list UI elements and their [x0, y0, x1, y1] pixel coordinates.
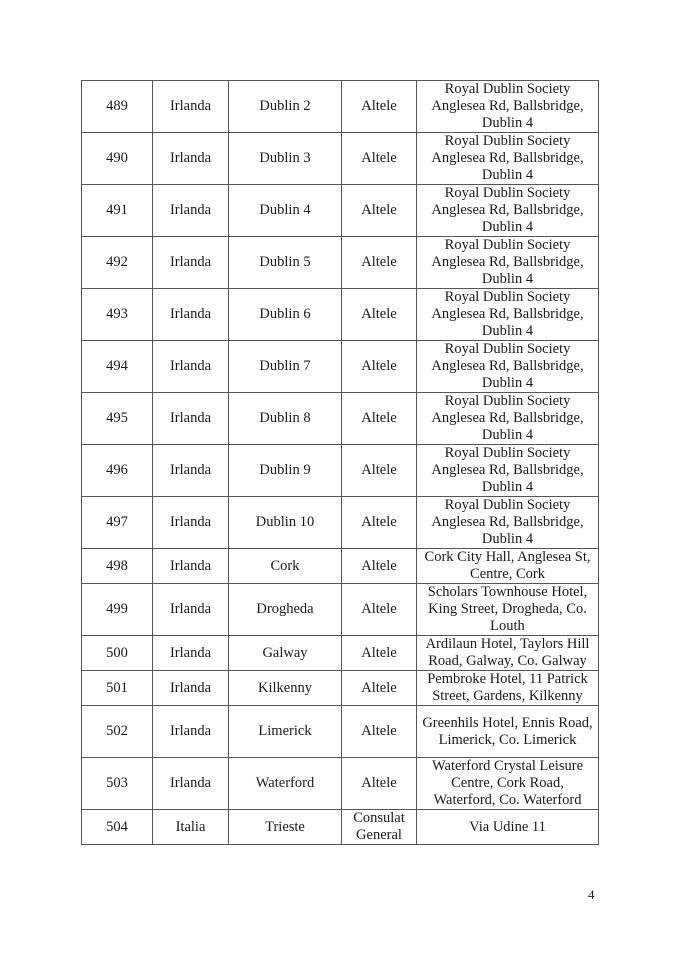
type-cell: Altele	[342, 497, 417, 549]
table-row	[82, 671, 599, 706]
row-number: 491	[82, 185, 153, 237]
city-cell: Kilkenny	[229, 671, 342, 706]
table-row	[82, 445, 599, 497]
type-cell: Altele	[342, 671, 417, 706]
address-cell: Cork City Hall, Anglesea St, Centre, Cork	[417, 549, 599, 584]
address-cell: Via Udine 11	[417, 810, 599, 845]
row-number: 493	[82, 289, 153, 341]
country-cell: Italia	[153, 810, 229, 845]
type-cell: Altele	[342, 584, 417, 636]
country-cell: Irlanda	[153, 671, 229, 706]
city-cell: Waterford	[229, 758, 342, 810]
type-cell: Altele	[342, 341, 417, 393]
type-cell: Consulat General	[342, 810, 417, 845]
city-cell: Galway	[229, 636, 342, 671]
table-row	[82, 549, 599, 584]
country-cell: Irlanda	[153, 341, 229, 393]
table-row	[82, 584, 599, 636]
city-cell: Dublin 7	[229, 341, 342, 393]
table-row	[82, 289, 599, 341]
address-cell: Pembroke Hotel, 11 Patrick Street, Gardens, Kilkenny	[417, 671, 599, 706]
table-body	[82, 81, 599, 845]
address-cell: Royal Dublin Society Anglesea Rd, Ballsbridge, Dublin 4	[417, 81, 599, 133]
row-number: 501	[82, 671, 153, 706]
country-cell: Irlanda	[153, 636, 229, 671]
address-cell: Royal Dublin Society Anglesea Rd, Ballsbridge, Dublin 4	[417, 497, 599, 549]
city-cell: Dublin 5	[229, 237, 342, 289]
table-row	[82, 810, 599, 845]
table-row	[82, 393, 599, 445]
country-cell: Irlanda	[153, 445, 229, 497]
type-cell: Altele	[342, 636, 417, 671]
country-cell: Irlanda	[153, 549, 229, 584]
address-cell: Waterford Crystal Leisure Centre, Cork Road, Waterford, Co. Waterford	[417, 758, 599, 810]
city-cell: Dublin 2	[229, 81, 342, 133]
country-cell: Irlanda	[153, 237, 229, 289]
address-cell: Scholars Townhouse Hotel, King Street, Drogheda, Co. Louth	[417, 584, 599, 636]
address-cell: Royal Dublin Society Anglesea Rd, Ballsbridge, Dublin 4	[417, 393, 599, 445]
city-cell: Dublin 4	[229, 185, 342, 237]
table-row	[82, 341, 599, 393]
page-number: 4	[588, 887, 595, 902]
row-number: 503	[82, 758, 153, 810]
type-cell: Altele	[342, 393, 417, 445]
polling-stations-table	[81, 80, 599, 845]
table-row	[82, 185, 599, 237]
country-cell: Irlanda	[153, 497, 229, 549]
country-cell: Irlanda	[153, 133, 229, 185]
country-cell: Irlanda	[153, 584, 229, 636]
country-cell: Irlanda	[153, 185, 229, 237]
address-cell: Greenhils Hotel, Ennis Road, Limerick, Co. Limerick	[417, 706, 599, 758]
type-cell: Altele	[342, 758, 417, 810]
country-cell: Irlanda	[153, 393, 229, 445]
country-cell: Irlanda	[153, 758, 229, 810]
row-number: 490	[82, 133, 153, 185]
address-cell: Royal Dublin Society Anglesea Rd, Ballsbridge, Dublin 4	[417, 445, 599, 497]
table-row	[82, 497, 599, 549]
row-number: 504	[82, 810, 153, 845]
row-number: 502	[82, 706, 153, 758]
city-cell: Dublin 3	[229, 133, 342, 185]
city-cell: Dublin 8	[229, 393, 342, 445]
table-row	[82, 237, 599, 289]
address-cell: Ardilaun Hotel, Taylors Hill Road, Galway, Co. Galway	[417, 636, 599, 671]
country-cell: Irlanda	[153, 706, 229, 758]
address-cell: Royal Dublin Society Anglesea Rd, Ballsbridge, Dublin 4	[417, 133, 599, 185]
type-cell: Altele	[342, 185, 417, 237]
row-number: 500	[82, 636, 153, 671]
city-cell: Dublin 10	[229, 497, 342, 549]
type-cell: Altele	[342, 237, 417, 289]
address-cell: Royal Dublin Society Anglesea Rd, Ballsbridge, Dublin 4	[417, 341, 599, 393]
table-row	[82, 706, 599, 758]
row-number: 497	[82, 497, 153, 549]
row-number: 498	[82, 549, 153, 584]
type-cell: Altele	[342, 706, 417, 758]
type-cell: Altele	[342, 289, 417, 341]
table-row	[82, 81, 599, 133]
table-row	[82, 636, 599, 671]
row-number: 499	[82, 584, 153, 636]
country-cell: Irlanda	[153, 289, 229, 341]
address-cell: Royal Dublin Society Anglesea Rd, Ballsbridge, Dublin 4	[417, 237, 599, 289]
type-cell: Altele	[342, 549, 417, 584]
type-cell: Altele	[342, 81, 417, 133]
row-number: 495	[82, 393, 153, 445]
city-cell: Trieste	[229, 810, 342, 845]
country-cell: Irlanda	[153, 81, 229, 133]
city-cell: Drogheda	[229, 584, 342, 636]
type-cell: Altele	[342, 133, 417, 185]
city-cell: Dublin 6	[229, 289, 342, 341]
address-cell: Royal Dublin Society Anglesea Rd, Ballsbridge, Dublin 4	[417, 185, 599, 237]
type-cell: Altele	[342, 445, 417, 497]
row-number: 489	[82, 81, 153, 133]
row-number: 494	[82, 341, 153, 393]
city-cell: Dublin 9	[229, 445, 342, 497]
address-cell: Royal Dublin Society Anglesea Rd, Ballsbridge, Dublin 4	[417, 289, 599, 341]
table-row	[82, 758, 599, 810]
table-row	[82, 133, 599, 185]
row-number: 496	[82, 445, 153, 497]
city-cell: Cork	[229, 549, 342, 584]
city-cell: Limerick	[229, 706, 342, 758]
row-number: 492	[82, 237, 153, 289]
